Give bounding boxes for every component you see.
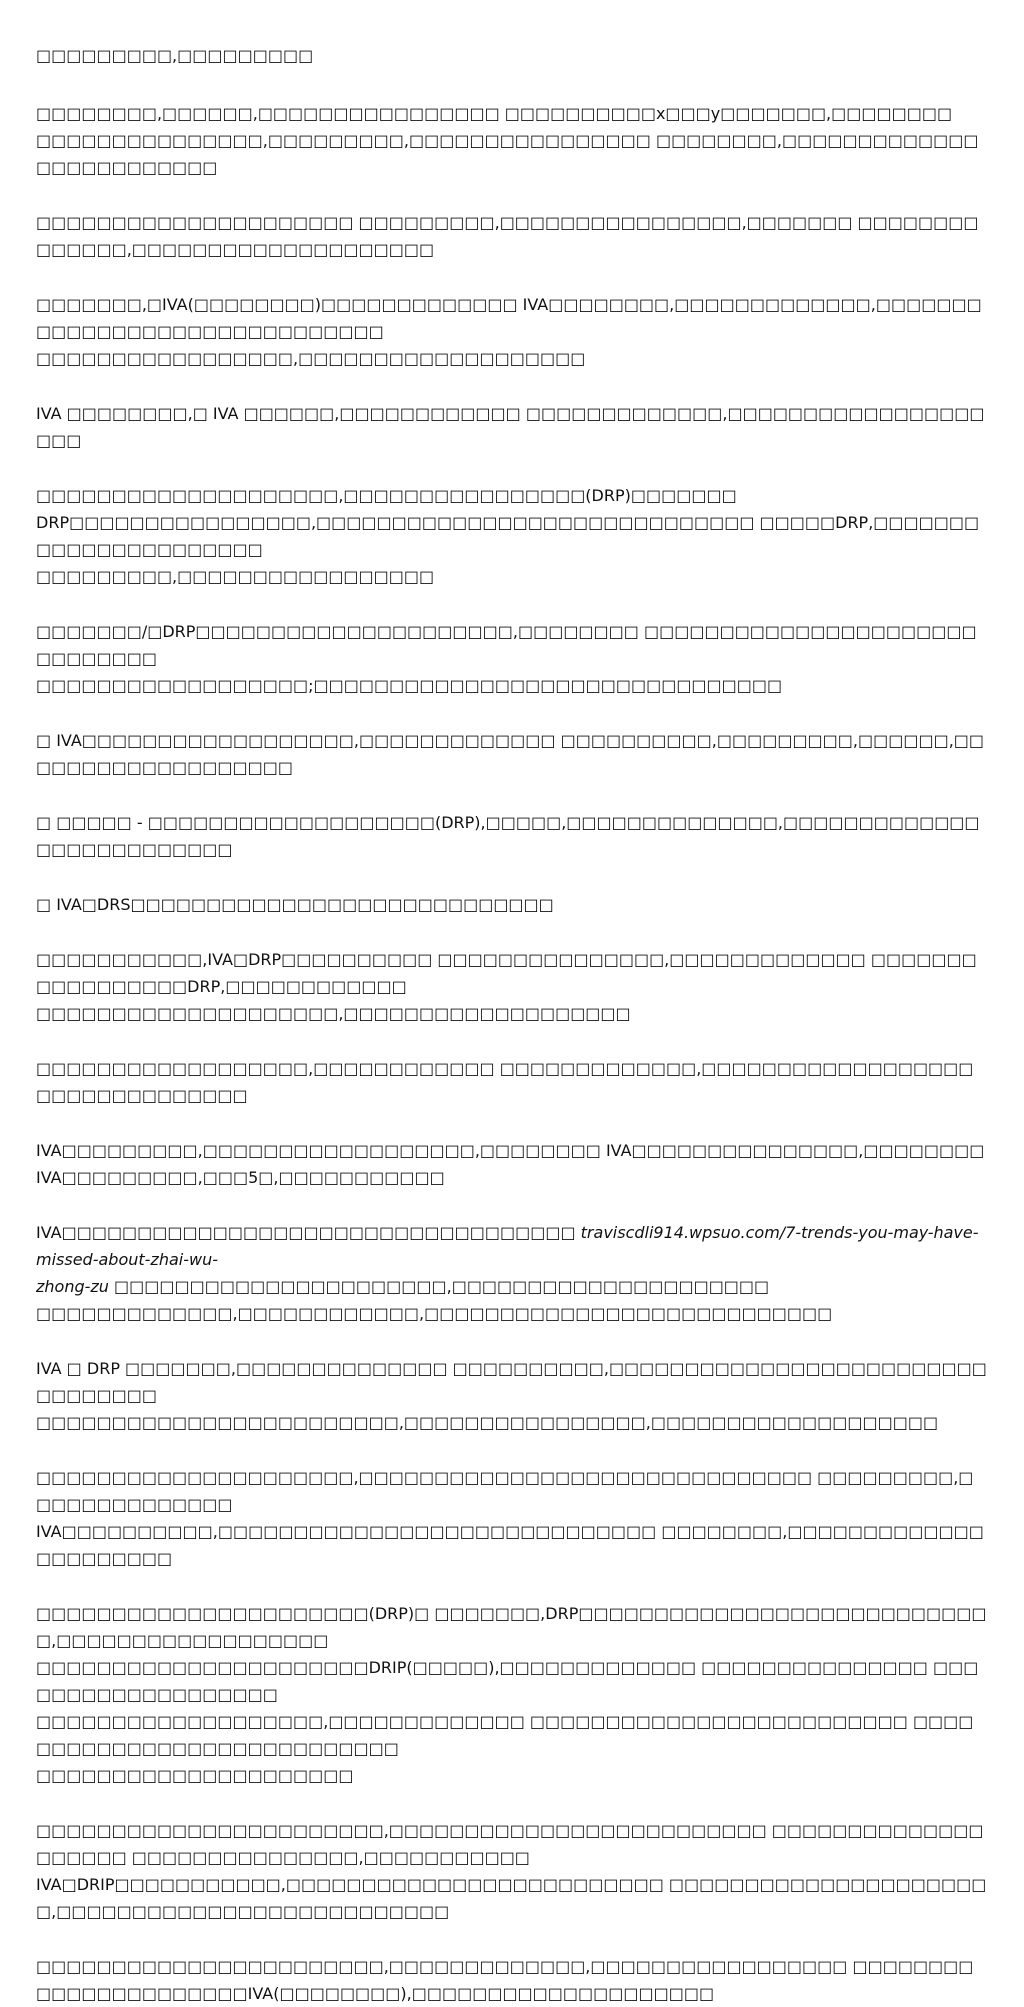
paragraph-line: □□□□□□□□□□□□□□□□□□□□,□□□□□□□□□□□□□□□□(DRP)□□□□□□□	[36, 486, 737, 505]
paragraph-18	[36, 1817, 988, 1925]
paragraph-line: □□□□□□□□□□□□□□□□□□□□□□DRIP(□□□□□),□□□□□□□□□□□□□ □□□□□□□□□□□□□□□ □□□□□□□□□□□□□□□□□□□	[36, 1658, 979, 1704]
paragraph-line: □ IVA□DRS□□□□□□□□□□□□□□□□□□□□□□□□□□□□	[36, 895, 554, 914]
paragraph-line: □ □□□□□ - □□□□□□□□□□□□□□□□□□□(DRP),□□□□□,□□□□□□□□□□□□□□,□□□□□□□□□□□□□□□□□□□□□□□□□□	[36, 813, 980, 859]
paragraph-10	[36, 891, 988, 918]
paragraph-line: IVA□□□□□□□□□,□□□□□□□□□□□□□□□□□□,□□□□□□□□ IVA□□□□□□□□□□□□□□□,□□□□□□□□ IVA□□□□□□□□□,□□□5□,□□□□□□□□□□□	[36, 1141, 985, 1187]
paragraph-line: □ IVA□□□□□□□□□□□□□□□□□□,□□□□□□□□□□□□□ □□□□□□□□□□,□□□□□□□□□,□□□□□□,□□□□□□□□□□□□□□□□□□□	[36, 731, 985, 777]
paragraph-line: □□□□□□□□□□□□□□□□□□□□□□□,□□□□□□□□□□□□□□□□□□□□□□□□□ □□□□□□□□□□□□□□□□□□□□ □□□□□□□□□□□□□□□,□□□□□□□□□□□	[36, 1821, 984, 1867]
paragraph-7	[36, 618, 988, 699]
paragraph-16	[36, 1464, 988, 1572]
paragraph-line: □□□□□□□□□□□□□□□□□□□□,□□□□□□□□□□□□□□□□□□□	[36, 1004, 631, 1023]
paragraph-line: □□□□□□□□□□□□□□□□□□□□□	[36, 1766, 354, 1785]
paragraph-line: □□□□□□□□□□□□□□□□□□□□□□(DRP)□ □□□□□□□,DRP□□□□□□□□□□□□□□□□□□□□□□□□□□□□,□□□□□□□□□□□□□□□□□□	[36, 1604, 987, 1650]
paragraph-13	[36, 1137, 988, 1191]
paragraph-19	[36, 1953, 988, 2007]
paragraph-line: IVA□DRIP□□□□□□□□□□□,□□□□□□□□□□□□□□□□□□□□□□□□□ □□□□□□□□□□□□□□□□□□□□□□,□□□□□□□□□□□□□□□□□□□□□□□□□□	[36, 1875, 987, 1921]
paragraph-line: □□□□□□□□□□□□□□□□□□;□□□□□□□□□□□□□□□□□□□□□□□□□□□□□□□	[36, 676, 783, 695]
paragraph-11	[36, 946, 988, 1027]
paragraph-line: □□□□□□□□□,□□□□□□□□□	[36, 46, 314, 65]
paragraph-line: □□□□□□□□□□□□□□□□□□,□□□□□□□□□□□□ □□□□□□□□□□□□□,□□□□□□□□□□□□□□□□□□□□□□□□□□□□□□□□	[36, 1059, 974, 1105]
paragraph-line	[36, 1219, 988, 1273]
paragraph-line: □□□□□□□□□□□,IVA□DRP□□□□□□□□□□ □□□□□□□□□□□□□□□,□□□□□□□□□□□□□ □□□□□□□□□□□□□□□□□DRP,□□□□□□□□□□□□	[36, 950, 977, 996]
paragraph-line: □□□□□□□□□□□□□□□□□□□□□□□□,□□□□□□□□□□□□□□□□,□□□□□□□□□□□□□□□□□□□	[36, 1413, 939, 1432]
paragraph-14	[36, 1219, 988, 1327]
paragraph-6	[36, 482, 988, 590]
paragraph-text: IVA□□□□□□□□□□□□□□□□□□□□□□□□□□□□□□□□□□	[36, 1223, 581, 1242]
paragraph-line: □□□□□□□□□□□□□□□□□□□□□,□□□□□□□□□□□□□□□□□□□□□□□□□□□□□□ □□□□□□□□□,□□□□□□□□□□□□□□	[36, 1468, 974, 1514]
paragraph-line: IVA□□□□□□□□□□,□□□□□□□□□□□□□□□□□□□□□□□□□□□□□ □□□□□□□□,□□□□□□□□□□□□□□□□□□□□□□	[36, 1522, 984, 1568]
paragraph-9	[36, 809, 988, 863]
paragraph-line: DRP□□□□□□□□□□□□□□□□,□□□□□□□□□□□□□□□□□□□□□□□□□□□□□ □□□□□DRP,□□□□□□□□□□□□□□□□□□□□□□	[36, 513, 980, 559]
paragraph-12	[36, 1055, 988, 1109]
paragraph-line: □□□□□□□□□□□□□□□□□□□,□□□□□□□□□□□□□ □□□□□□□□□□□□□□□□□□□□□□□□□ □□□□□□□□□□□□□□□□□□□□□□□□□□□□	[36, 1712, 974, 1758]
paragraph-line: □□□□□□□□□□□□□,□□□□□□□□□□□□,□□□□□□□□□□□□□□□□□□□□□□□□□□□	[36, 1304, 833, 1323]
paragraph-text: □□□□□□□□□□□□□□□□□□□□□□,□□□□□□□□□□□□□□□□□□□□□	[114, 1277, 770, 1296]
paragraph-line: □□□□□□□□□□□□□□□□□□□□□□□,□□□□□□□□□□□□□,□□□□□□□□□□□□□□□□□ □□□□□□□□□□□□□□□□□□□□□□IVA(□□□□□□□□),□□□□□□□□□□□□□□□□□□□□	[36, 1957, 974, 2003]
paragraph-line: □□□□□□□□□□□□□□□,□□□□□□□□□,□□□□□□□□□□□□□□□□ □□□□□□□□,□□□□□□□□□□□□□□□□□□□□□□□□□	[36, 131, 979, 177]
paragraph-line: IVA □ DRP □□□□□□□,□□□□□□□□□□□□□□ □□□□□□□□□□,□□□□□□□□□□□□□□□□□□□□□□□□□□□□□□□□□	[36, 1359, 987, 1405]
paragraph-line: □□□□□□□,□IVA(□□□□□□□□)□□□□□□□□□□□□□ IVA□□□□□□□□,□□□□□□□□□□□□□,□□□□□□□□□□□□□□□□□□□□□□□□□□□□□□	[36, 295, 982, 341]
paragraph-5	[36, 400, 988, 454]
paragraph-8	[36, 727, 988, 781]
paragraph-line	[36, 1273, 988, 1300]
paragraph-line: □□□□□□□□□,□□□□□□□□□□□□□□□□□	[36, 567, 435, 586]
paragraph-3	[36, 209, 988, 263]
article-link[interactable]: traviscdli914.wpsuo.com/7-trends-you-may-have-missed-about-zhai-wu-	[36, 1223, 979, 1269]
paragraph-line: □□□□□□□□,□□□□□□,□□□□□□□□□□□□□□□□ □□□□□□□□□□x□□□y□□□□□□□,□□□□□□□□	[36, 104, 953, 123]
paragraph-line: IVA □□□□□□□□,□ IVA □□□□□□,□□□□□□□□□□□□ □□□□□□□□□□□□□,□□□□□□□□□□□□□□□□□□□□	[36, 404, 985, 450]
paragraph-15	[36, 1355, 988, 1436]
article-link-continued[interactable]: zhong-zu	[36, 1277, 109, 1296]
paragraph-line: □□□□□□□/□DRP□□□□□□□□□□□□□□□□□□□□□,□□□□□□□□ □□□□□□□□□□□□□□□□□□□□□□□□□□□□□□	[36, 622, 977, 668]
paragraph-1	[36, 42, 988, 69]
paragraph-2	[36, 100, 988, 181]
paragraph-4	[36, 291, 988, 372]
paragraph-17	[36, 1600, 988, 1789]
paragraph-line: □□□□□□□□□□□□□□□□□□□□□ □□□□□□□□□,□□□□□□□□□□□□□□□□,□□□□□□□ □□□□□□□□□□□□□□,□□□□□□□□□□□□□□□□□□□□	[36, 213, 979, 259]
paragraph-line: □□□□□□□□□□□□□□□□□,□□□□□□□□□□□□□□□□□□□	[36, 349, 586, 368]
